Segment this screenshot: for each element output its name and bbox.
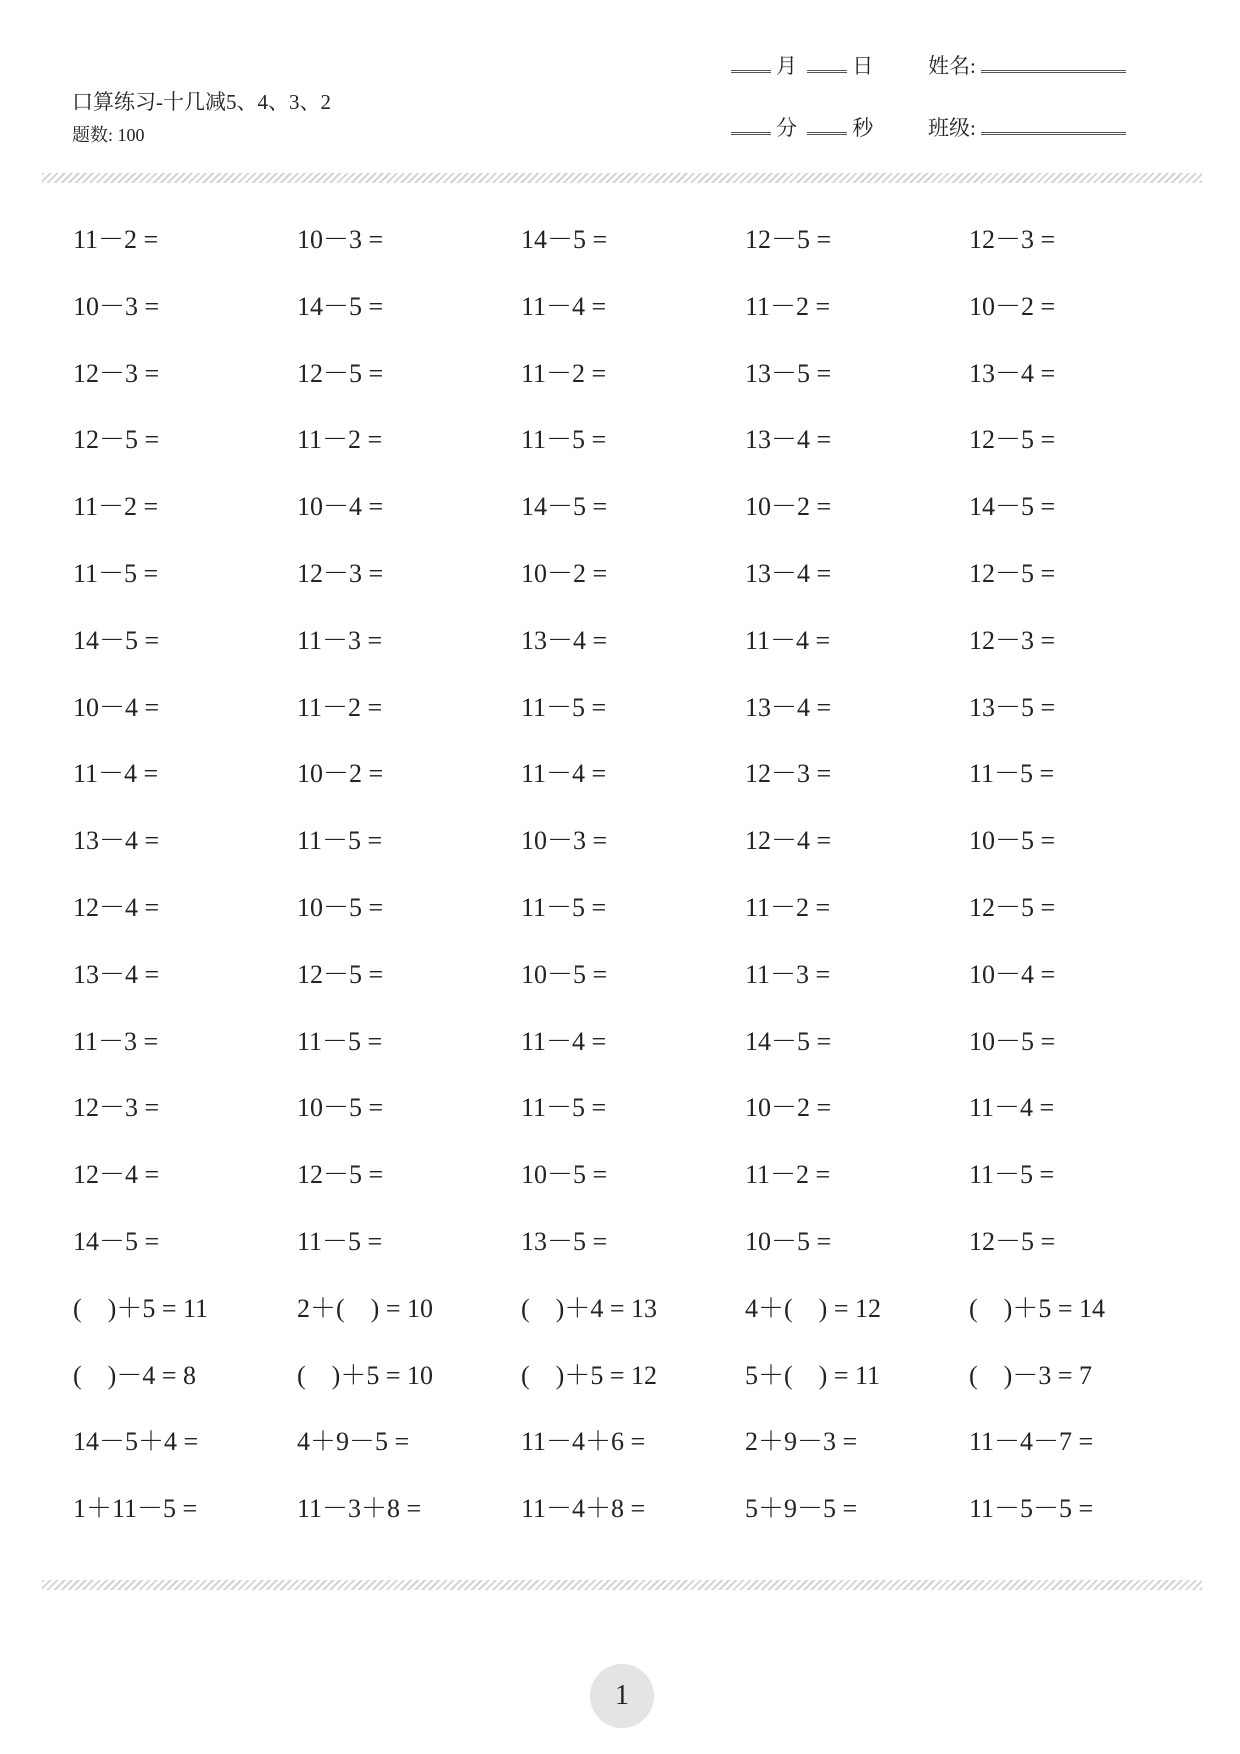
problem: 11－5 = [73, 558, 159, 588]
problem: 12－5 = [969, 425, 1056, 455]
problem: 13－5 = [521, 1226, 608, 1256]
problem-row [73, 756, 1193, 823]
problem: 12－3 = [297, 558, 384, 588]
problem: 11－2 = [521, 358, 607, 388]
problem: 10－2 = [745, 1093, 832, 1123]
problem: 11－5 = [969, 1160, 1055, 1190]
problem: 11－2 = [745, 1160, 831, 1190]
problem: 11－5－5 = [969, 1494, 1094, 1524]
problem: 10－3 = [297, 225, 384, 254]
problem: 12－5 = [969, 892, 1056, 922]
problem: 10－3 = [521, 826, 608, 856]
problem: 13－4 = [73, 826, 160, 856]
problem: 4＋9－5 = [297, 1427, 410, 1457]
problem: 11－4＋6 = [521, 1427, 646, 1457]
problem: 10－4 = [297, 492, 384, 522]
problem: 10－5 = [745, 1226, 832, 1256]
problem-row [73, 489, 1193, 556]
problem-row [73, 890, 1193, 957]
name-label: 姓名: [928, 54, 976, 78]
time-field[interactable] [726, 112, 873, 142]
problem-row [73, 356, 1193, 423]
problem: ( )－3 = 7 [969, 1360, 1092, 1390]
problem: 11－2 = [73, 492, 159, 522]
bottom-divider [42, 1580, 1202, 1590]
problem: 14－5 = [969, 492, 1056, 522]
problem: 11－4 = [521, 1026, 607, 1056]
problem: ( )＋5 = 12 [521, 1360, 657, 1390]
problem: 11－3 = [745, 959, 831, 989]
problem: 5＋9－5 = [745, 1494, 858, 1524]
problem: 11－4 = [745, 625, 831, 655]
problem-row [73, 1157, 1193, 1224]
problem: 11－4 = [969, 1093, 1055, 1123]
problem-row [73, 1291, 1193, 1358]
problem: 13－4 = [745, 692, 832, 722]
problem-row [73, 1224, 1193, 1291]
problem: 12－3 = [73, 358, 160, 388]
class-blank[interactable] [981, 132, 1126, 135]
problem-row [73, 690, 1193, 757]
problem-row [73, 1424, 1193, 1491]
problem: 13－4 = [521, 625, 608, 655]
problem-row [73, 1090, 1193, 1157]
problem: 11－5 = [297, 826, 383, 856]
problem-row [73, 1358, 1193, 1425]
problem-grid [73, 222, 1193, 1558]
name-blank[interactable] [981, 70, 1126, 73]
name-field[interactable] [928, 50, 1131, 80]
problem: 14－5 = [297, 291, 384, 321]
class-label: 班级: [928, 116, 976, 140]
problem: 11－4＋8 = [521, 1494, 646, 1524]
problem: 10－2 = [745, 492, 832, 522]
top-divider [42, 173, 1202, 183]
problem: ( )－4 = 8 [73, 1360, 196, 1390]
problem: 13－4 = [73, 959, 160, 989]
minute-blank[interactable] [731, 132, 771, 135]
worksheet-title: 口算练习-十几减5、4、3、2 [72, 90, 331, 114]
problem: 12－5 = [969, 1226, 1056, 1256]
problem: 11－2 = [745, 892, 831, 922]
problem: 11－5 = [521, 1093, 607, 1123]
problem: 12－3 = [745, 759, 832, 789]
month-blank[interactable] [731, 70, 771, 73]
problem: 11－4 = [73, 759, 159, 789]
problem: ( )＋5 = 10 [297, 1360, 433, 1390]
problem: 12－5 = [969, 558, 1056, 588]
problem-row [73, 1024, 1193, 1091]
problem: 10－2 = [521, 558, 608, 588]
problem: ( )＋5 = 11 [73, 1293, 209, 1323]
second-blank[interactable] [807, 132, 847, 135]
problem: 10－5 = [297, 1093, 384, 1123]
problem-row [73, 623, 1193, 690]
problem: 12－3 = [969, 225, 1056, 254]
problem: 10－2 = [969, 291, 1056, 321]
problem: 11－5 = [521, 425, 607, 455]
problem: 11－2 = [297, 425, 383, 455]
page-number: 1 [590, 1664, 654, 1728]
problem: 13－4 = [969, 358, 1056, 388]
problem: 14－5 = [521, 225, 608, 254]
problem-row [73, 222, 1193, 289]
problem: 11－3 = [297, 625, 383, 655]
problem: 11－2 = [745, 291, 831, 321]
problem: 2＋9－3 = [745, 1427, 858, 1457]
problem: 10－5 = [521, 959, 608, 989]
minute-label: 分 [776, 116, 797, 140]
problem: 10－4 = [73, 692, 160, 722]
problem: 11－2 = [297, 692, 383, 722]
problem: 10－2 = [297, 759, 384, 789]
second-label: 秒 [852, 116, 874, 140]
problem: 12－3 = [969, 625, 1056, 655]
problem: 12－5 = [297, 358, 384, 388]
problem: 5＋( ) = 11 [745, 1360, 881, 1390]
problem: 11－5 = [297, 1026, 383, 1056]
problem: ( )＋4 = 13 [521, 1293, 657, 1323]
problem: 12－3 = [73, 1093, 160, 1123]
date-field[interactable] [726, 50, 873, 80]
problem: 13－5 = [745, 358, 832, 388]
month-label: 月 [776, 54, 797, 78]
problem: 12－5 = [745, 225, 832, 254]
problem: 4＋( ) = 12 [745, 1293, 881, 1323]
problem: 11－5 = [969, 759, 1055, 789]
problem: 10－5 = [521, 1160, 608, 1190]
problem: 13－4 = [745, 425, 832, 455]
problem-row [73, 1491, 1193, 1558]
problem: 12－5 = [297, 959, 384, 989]
problem: 1＋11－5 = [73, 1494, 198, 1524]
problem: 11－5 = [521, 892, 607, 922]
day-blank[interactable] [807, 70, 847, 73]
problem: 2＋( ) = 10 [297, 1293, 433, 1323]
problem: 12－4 = [73, 892, 160, 922]
problem: 13－4 = [745, 558, 832, 588]
problem-count: 题数: 100 [72, 125, 145, 145]
problem-row [73, 422, 1193, 489]
problem-row [73, 957, 1193, 1024]
problem: 12－4 = [73, 1160, 160, 1190]
day-label: 日 [852, 54, 874, 78]
problem: 11－5 = [521, 692, 607, 722]
problem: 11－4－7 = [969, 1427, 1094, 1457]
problem: 11－3 = [73, 1026, 159, 1056]
problem: 14－5＋4 = [73, 1427, 199, 1457]
problem: 10－4 = [969, 959, 1056, 989]
problem: 10－5 = [297, 892, 384, 922]
problem: 11－2 = [73, 225, 159, 254]
problem: 10－5 = [969, 1026, 1056, 1056]
problem-row [73, 556, 1193, 623]
problem: 14－5 = [745, 1026, 832, 1056]
problem: 14－5 = [521, 492, 608, 522]
problem: 12－5 = [297, 1160, 384, 1190]
problem: 13－5 = [969, 692, 1056, 722]
problem-row [73, 289, 1193, 356]
problem: 10－5 = [969, 826, 1056, 856]
problem: ( )＋5 = 14 [969, 1293, 1105, 1323]
problem: 12－5 = [73, 425, 160, 455]
problem-row [73, 823, 1193, 890]
class-field[interactable] [928, 112, 1131, 142]
problem: 11－4 = [521, 291, 607, 321]
problem: 14－5 = [73, 1226, 160, 1256]
problem: 11－5 = [297, 1226, 383, 1256]
problem: 11－4 = [521, 759, 607, 789]
problem: 10－3 = [73, 291, 160, 321]
problem: 14－5 = [73, 625, 160, 655]
problem: 12－4 = [745, 826, 832, 856]
problem: 11－3＋8 = [297, 1494, 422, 1524]
